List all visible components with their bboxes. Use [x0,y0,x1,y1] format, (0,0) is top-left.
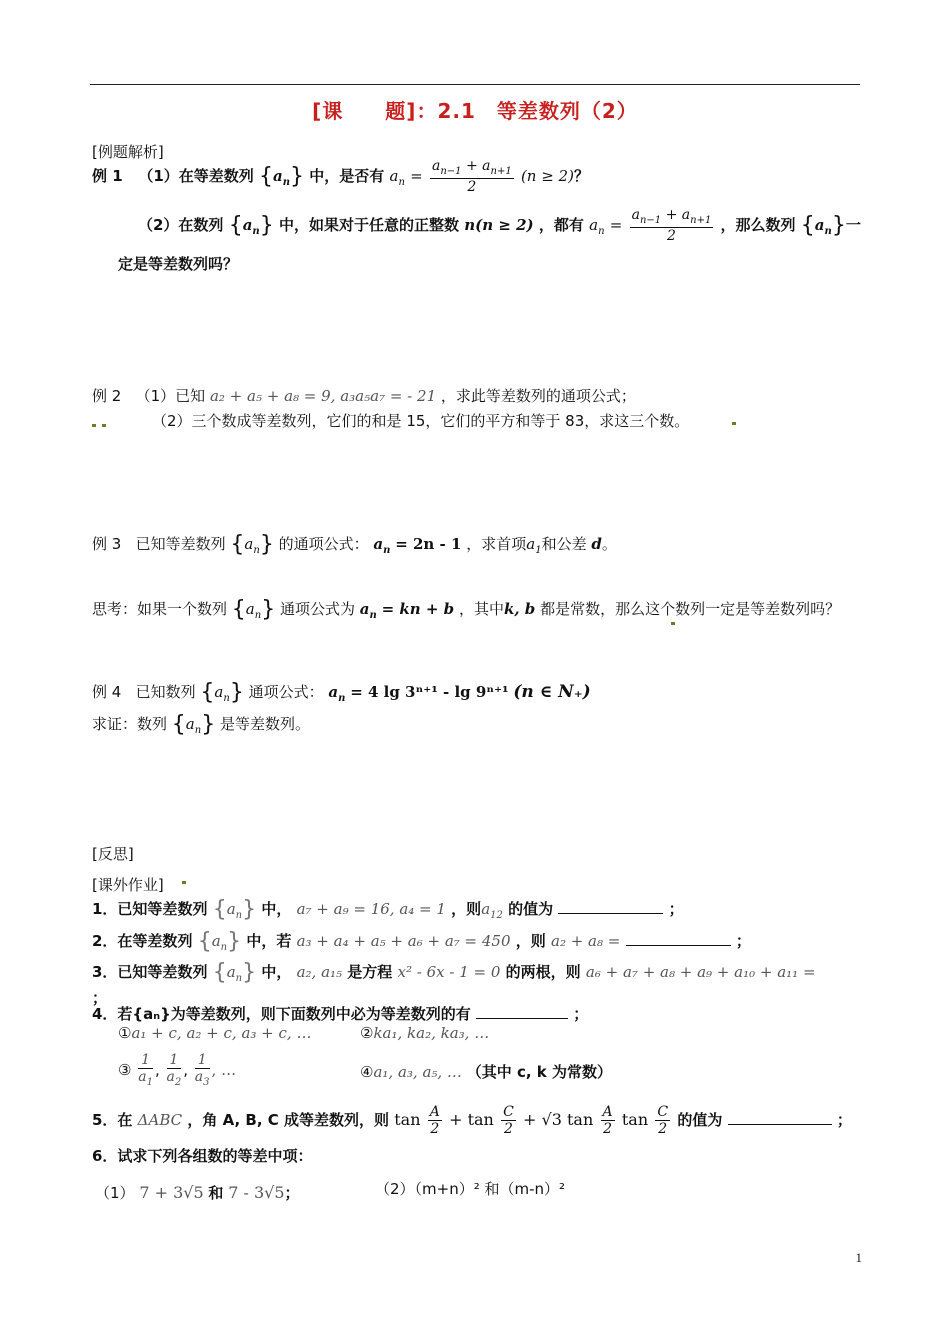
homework-question-3: 3．已知等差数列 $\{a_n\}$ 中， a₂, a₁₅ 是方程 x² - 6x - 1 = 0 的两根，则 a₆ + a₇ + a₈ + a₉ + a₁₀ + a₁₁ = [92,960,816,985]
homework-question-1: 1．已知等差数列 $\{a_n\}$ 中， a₇ + a₉ = 16, a₄ = 1 ，则$a_{12}$ 的值为 ； [92,897,684,922]
think-question: 思考：如果一个数列 $\{a_n\}$ 通项公式为 $a_n$ = kn + b ，其中k, b 都是常数，那么这个数列一定是等差数列吗？ [92,597,841,622]
option-1: ①a₁ + c, a₂ + c, a₃ + c, … [118,1024,312,1042]
stray-mark [92,424,96,427]
example-text: 中，如果对于任意的正整数 [278,216,459,234]
stray-mark [671,622,675,625]
example-4-proof: 求证：数列 $\{a_n\}$ 是等差数列。 [92,712,310,737]
stray-mark [102,424,106,427]
section-heading-homework: [课外作业] [92,876,164,894]
example-2-part-2: （2）三个数成等差数列，它们的和是 15，它们的平方和等于 83，求这三个数。 [152,412,690,430]
answer-blank[interactable] [626,945,731,946]
section-heading-examples: [例题解析] [92,143,164,161]
example-1-part-2: （2）在数列 $\{a_n\}$ 中，如果对于任意的正整数 n(n ≥ 2) ，都有 $a_n$ = $\frac{a_{n-1} + a_{n+1}}{2}$ ，那么数列 $\{a_n\}$一 [138,207,861,244]
answer-blank[interactable] [476,1018,568,1019]
homework-question-6-part-1: （1） 7 + 3√5 和 7 - 3√5； [95,1183,300,1202]
section-heading-reflection: [反思] [92,845,134,863]
stray-mark [732,422,736,425]
homework-question-5: 5．在 ΔABC ，角 A, B, C 成等差数列，则 tan $\frac{A}{2}$ + tan $\frac{C}{2}$ + √3 tan $\frac{A}{2}$ tan $\frac{C}{2}$ 的值为 ； [92,1103,852,1137]
homework-question-6-part-2: （2）（m+n）² 和（m-n）² [375,1180,566,1198]
example-label: 例 3 [92,535,122,553]
header-rule [90,84,860,85]
homework-question-4: 4．若{aₙ}为等差数列，则下面数列中必为等差数列的有 ； [92,1005,589,1023]
homework-question-3-end: ； [92,989,108,1007]
answer-blank[interactable] [728,1124,832,1125]
example-label: 例 2 [92,387,122,405]
stray-mark [182,881,186,884]
sequence-brace: { [259,164,274,189]
example-1-part-2-cont: 定是等差数列吗？ [118,255,239,273]
homework-question-6: 6．试求下列各组数的等差中项： [92,1147,313,1165]
homework-question-2: 2．在等差数列 $\{a_n\}$ 中，若 a₃ + a₄ + a₅ + a₆ + a₇ = 450 ，则 a₂ + a₈ = ； [92,929,751,954]
example-3: 例 3 已知等差数列 $\{a_n\}$ 的通项公式： $a_n = 2n - 1$ ，求首项$a_1$和公差 d。 [92,532,617,557]
option-2: ②ka₁, ka₂, ka₃, … [360,1024,490,1042]
example-text: （2）在数列 [138,216,224,234]
example-text: （1）在等差数列 [138,167,254,185]
example-text: 中，是否有 [309,167,385,185]
example-1-part-1: 例 1 （1）在等差数列 $\{a_n\}$ 中，是否有 $a_n$ = $\frac{a_{n-1} + a_{n+1}}{2}$ (n ≥ 2)？ [92,158,589,195]
page-number: 1 [855,1250,862,1265]
example-label: 例 1 [92,167,123,185]
answer-blank[interactable] [558,913,663,914]
option-4: ④a₁, a₃, a₅, … （其中 c, k 为常数） [360,1063,612,1081]
option-3: ③ $\frac{1}{a_1}$ , $\frac{1}{a_2}$ , $\frac{1}{a_3}$ , … [118,1052,237,1089]
fraction: $\frac{a_{n-1} + a_{n+1}}{2}$ [631,207,712,244]
example-2-part-1: 例 2 （1）已知 a₂ + a₅ + a₈ = 9, a₃a₅a₇ = - 21 ，求此等差数列的通项公式； [92,387,636,405]
example-label: 例 4 [92,683,122,701]
example-4: 例 4 已知数列 $\{a_n\}$ 通项公式： $a_n = 4$ lg 3ⁿ⁺¹ - lg 9ⁿ⁺¹ (n ∈ N₊) [92,680,591,705]
fraction: $\frac{a_{n-1} + a_{n+1}}{2}$ [431,158,512,195]
page-title: [课 题]：2.1 等差数列（2） [312,99,638,123]
